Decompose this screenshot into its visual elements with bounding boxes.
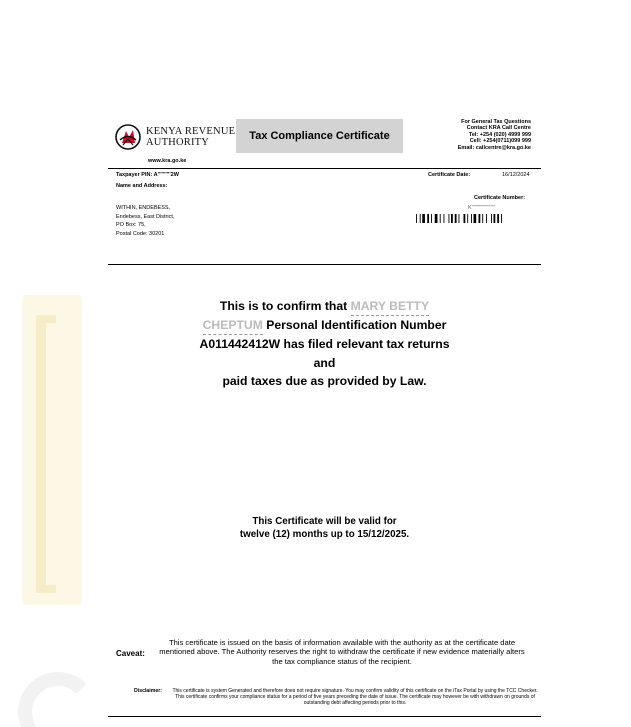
divider xyxy=(108,168,541,169)
watermark-c xyxy=(18,672,98,727)
contact-line: For General Tax Questions xyxy=(461,119,531,125)
watermark-bar xyxy=(22,295,82,605)
address-line: PO Box: 75, xyxy=(116,222,146,229)
address-line: Endebess, East District, xyxy=(116,213,175,220)
certificate-title: Tax Compliance Certificate xyxy=(236,119,403,153)
redacted-name-part-2: CHEPTUM xyxy=(203,316,263,335)
divider xyxy=(108,716,541,717)
contact-line: Contact KRA Call Centre xyxy=(466,125,531,132)
certificate-number-value: K'''''''''''''''''''''' xyxy=(468,205,495,211)
divider xyxy=(108,264,541,265)
taxpayer-pin-value: A''''''''''2W xyxy=(153,172,179,178)
confirm-line-3: A011442412W has filed relevant tax returns xyxy=(199,337,450,352)
confirm-line-1 xyxy=(108,297,541,316)
confirm-line-2 xyxy=(108,316,541,335)
certificate-date-label: Certificate Date: xyxy=(428,172,471,178)
certificate-barcode xyxy=(416,214,530,223)
disclaimer-text: This certificate is system Generated and therefore does not require signature. You may confirm validity of this certificate on the iTax Portal by using the TCC Checker. This certificate confirms your compliance status for a period of five years preceding the date of issue. The certificate may however be with withdrawn on grounds of outstanding debt affecting periods prior to this. xyxy=(172,688,538,707)
contact-line: Tel: +254 (020) 4999 999 xyxy=(468,131,531,138)
confirmation-statement xyxy=(108,297,541,390)
authority-line-2: AUTHORITY xyxy=(146,137,210,148)
validity-line-1: This Certificate will be valid for xyxy=(252,516,397,527)
contact-line: Cell: +254(0711)099 999 xyxy=(469,138,531,145)
certificate-date-value: 16/12/2024 xyxy=(502,172,530,178)
taxpayer-pin-label: Taxpayer PIN: xyxy=(116,172,153,178)
caveat-text: This certificate is issued on the basis of information available with the authority as at the certificate date mentioned above. The Authority reserves the right to withdraw the certificate if new evidence materially alters the tax compliance status of the recipient. xyxy=(159,638,525,666)
certificate-number-label: Certificate Number: xyxy=(474,195,526,201)
validity-line-2: twelve (12) months up to 15/12/2025. xyxy=(239,528,410,540)
name-address-label: Name and Address: xyxy=(116,183,168,189)
taxpayer-address xyxy=(116,204,174,238)
authority-name xyxy=(146,126,235,148)
confirm-prefix: This is to confirm that xyxy=(219,299,348,313)
kra-lion-emblem-icon xyxy=(114,123,142,151)
contact-email[interactable]: Email: callcentre@kra.go.ke xyxy=(457,144,531,151)
taxpayer-pin xyxy=(116,172,179,179)
disclaimer-label: Disclaimer: xyxy=(134,688,162,694)
address-line: Postal Code: 30201 xyxy=(116,230,165,237)
kra-logo xyxy=(114,123,234,153)
website-link[interactable]: www.kra.go.ke xyxy=(148,158,187,164)
redacted-name-part-1: MARY BETTY xyxy=(351,297,430,316)
confirm-pin-phrase: Personal Identification Number xyxy=(266,318,447,333)
validity-statement xyxy=(108,516,541,541)
confirm-line-5: paid taxes due as provided by Law. xyxy=(222,373,427,388)
contact-block xyxy=(458,119,531,151)
address-line: WITHIN, ENDEBESS, xyxy=(116,205,171,211)
confirm-line-4: and xyxy=(313,355,336,370)
caveat-label: Caveat: xyxy=(116,649,145,658)
authority-line-1: KENYA REVENUE xyxy=(146,126,236,137)
